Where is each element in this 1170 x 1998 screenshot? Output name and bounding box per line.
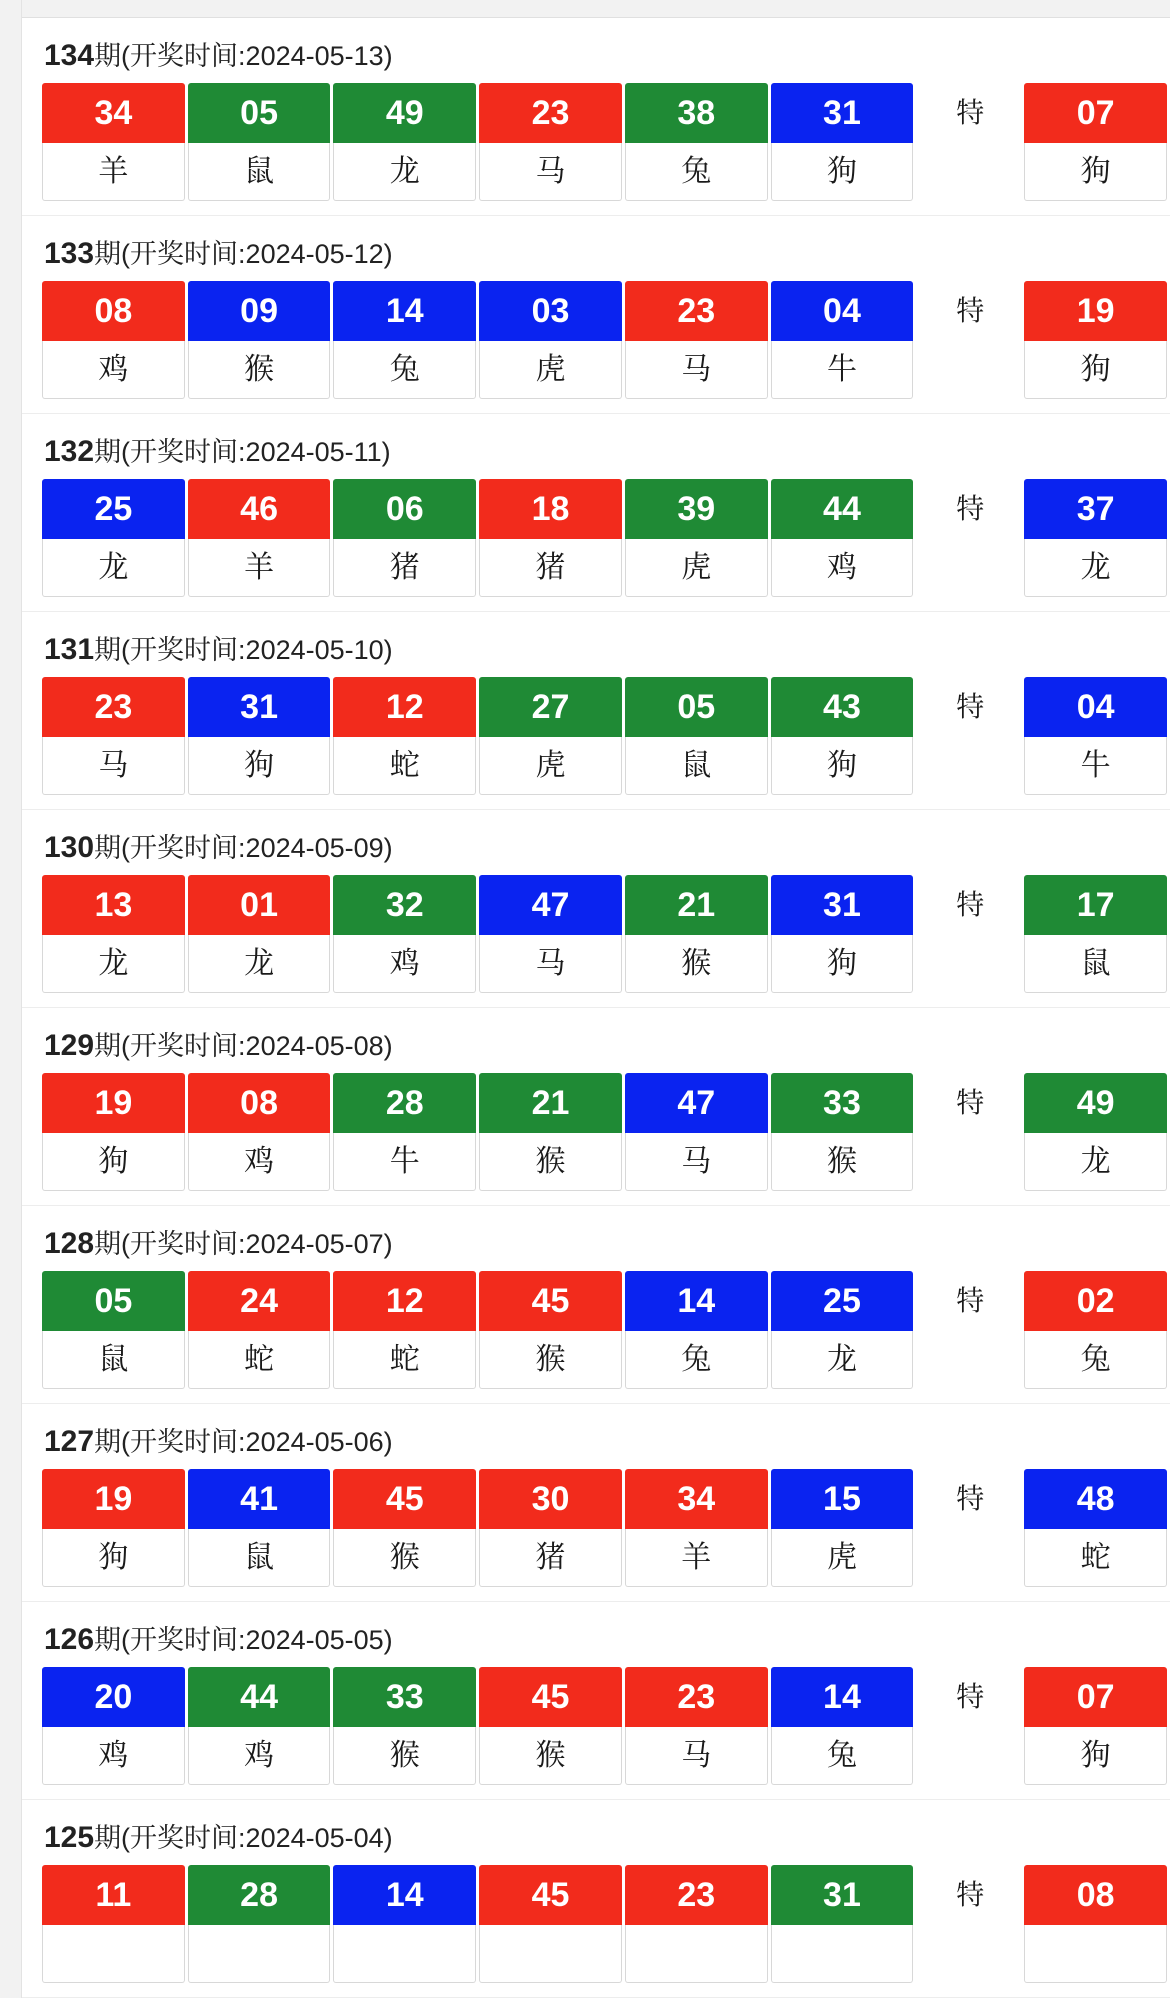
ball-zodiac: 鸡 [188,1727,331,1785]
ball-cell [333,479,476,597]
ball-number: 19 [42,1469,185,1529]
ball-number: 12 [333,1271,476,1331]
special-ball-label: 特 [956,1285,985,1316]
ball-number: 31 [771,875,914,935]
special-ball-number: 07 [1024,83,1167,143]
ball-number: 21 [625,875,768,935]
ball-cell [188,677,331,795]
ball-cell [42,875,185,993]
draw-date-text: 期(开奖时间:2024-05-10) [94,635,393,665]
draw-header [22,810,1170,875]
draw-issue-number: 134 [44,39,95,72]
ball-number: 08 [42,281,185,341]
ball-number: 45 [333,1469,476,1529]
ball-cell [333,1865,476,1983]
ball-number: 47 [625,1073,768,1133]
ball-number: 23 [625,1865,768,1925]
special-ball-cell [1024,1271,1167,1389]
ball-number: 20 [42,1667,185,1727]
ball-number: 44 [771,479,914,539]
ball-zodiac: 马 [479,935,622,993]
draw-block [22,414,1170,612]
ball-cell [42,479,185,597]
ball-cell [42,83,185,201]
draw-header [22,1404,1170,1469]
draw-header [22,612,1170,677]
ball-zodiac: 猪 [479,1529,622,1587]
draw-header [22,1206,1170,1271]
ball-zodiac: 蛇 [333,1331,476,1389]
special-ball-number: 02 [1024,1271,1167,1331]
ball-zodiac: 虎 [479,341,622,399]
ball-zodiac: 兔 [625,1331,768,1389]
ball-cell [771,479,914,597]
ball-number: 27 [479,677,622,737]
ball-cell [479,875,622,993]
ball-cell [333,1469,476,1587]
special-ball-zodiac: 牛 [1024,737,1167,795]
ball-zodiac: 猴 [333,1727,476,1785]
special-ball-number: 07 [1024,1667,1167,1727]
ball-number: 33 [333,1667,476,1727]
ball-zodiac: 狗 [188,737,331,795]
ball-cell [333,83,476,201]
ball-cell [188,1865,331,1983]
ball-zodiac: 鼠 [42,1331,185,1389]
draw-block [22,1800,1170,1998]
ball-number: 23 [625,1667,768,1727]
top-bar [22,0,1170,18]
draw-date-text: 期(开奖时间:2024-05-13) [94,41,393,71]
draw-header [22,414,1170,479]
ball-number: 43 [771,677,914,737]
ball-zodiac: 龙 [42,539,185,597]
draw-header [22,1008,1170,1073]
ball-zodiac: 兔 [625,143,768,201]
ball-number: 01 [188,875,331,935]
draw-issue-number: 127 [44,1425,95,1458]
special-ball-zodiac [1024,1925,1167,1983]
ball-number: 25 [42,479,185,539]
ball-number: 12 [333,677,476,737]
special-ball-label: 特 [956,1681,985,1712]
ball-number: 49 [333,83,476,143]
ball-number: 14 [333,1865,476,1925]
ball-cell [479,1667,622,1785]
ball-cell [333,1271,476,1389]
ball-zodiac: 猪 [333,539,476,597]
draw-date-text: 期(开奖时间:2024-05-08) [94,1031,393,1061]
ball-cell [771,875,914,993]
draw-block [22,18,1170,216]
draw-header [22,18,1170,83]
special-ball-label: 特 [956,97,985,128]
special-ball-label: 特 [956,1879,985,1910]
ball-number: 08 [188,1073,331,1133]
ball-cell [42,1667,185,1785]
ball-cell [42,677,185,795]
ball-cell [188,1271,331,1389]
special-ball-number: 19 [1024,281,1167,341]
draw-header [22,216,1170,281]
draw-issue-number: 125 [44,1821,95,1854]
ball-cell [333,1073,476,1191]
draw-block [22,1602,1170,1800]
special-ball-zodiac: 狗 [1024,341,1167,399]
ball-zodiac: 狗 [771,143,914,201]
ball-number: 14 [333,281,476,341]
ball-number: 28 [188,1865,331,1925]
ball-cell [333,281,476,399]
draw-date-text: 期(开奖时间:2024-05-11) [94,437,391,467]
special-ball-number: 17 [1024,875,1167,935]
special-ball-label: 特 [956,1087,985,1118]
special-ball-zodiac: 龙 [1024,1133,1167,1191]
ball-number: 31 [771,1865,914,1925]
ball-number: 33 [771,1073,914,1133]
ball-zodiac: 狗 [771,737,914,795]
ball-zodiac: 鼠 [188,143,331,201]
ball-cell [479,677,622,795]
ball-number: 31 [771,83,914,143]
ball-number: 24 [188,1271,331,1331]
ball-cell [479,281,622,399]
ball-number: 05 [188,83,331,143]
ball-cell [188,1667,331,1785]
ball-zodiac: 羊 [42,143,185,201]
ball-number: 18 [479,479,622,539]
draw-issue-number: 129 [44,1029,95,1062]
ball-zodiac: 羊 [625,1529,768,1587]
ball-cell [625,479,768,597]
balls-row [22,1073,1170,1191]
ball-cell [42,1865,185,1983]
ball-number: 05 [42,1271,185,1331]
ball-zodiac [188,1925,331,1983]
ball-zodiac: 龙 [42,935,185,993]
ball-cell [771,83,914,201]
ball-cell [188,1073,331,1191]
ball-number: 11 [42,1865,185,1925]
ball-zodiac: 鸡 [333,935,476,993]
ball-zodiac: 鸡 [771,539,914,597]
ball-cell [625,281,768,399]
ball-zodiac: 猴 [479,1331,622,1389]
ball-zodiac: 马 [625,1727,768,1785]
ball-cell [188,875,331,993]
ball-cell [479,1073,622,1191]
special-ball-label: 特 [956,295,985,326]
ball-zodiac: 猴 [479,1727,622,1785]
special-ball-cell [1024,1469,1167,1587]
ball-zodiac: 鼠 [625,737,768,795]
ball-zodiac: 兔 [771,1727,914,1785]
draw-date-text: 期(开奖时间:2024-05-06) [94,1427,393,1457]
ball-cell [333,677,476,795]
special-ball-zodiac: 鼠 [1024,935,1167,993]
ball-cell [771,677,914,795]
special-ball-label: 特 [956,691,985,722]
ball-zodiac: 猴 [188,341,331,399]
ball-zodiac: 猴 [333,1529,476,1587]
special-ball-zodiac: 蛇 [1024,1529,1167,1587]
ball-number: 21 [479,1073,622,1133]
ball-zodiac: 牛 [333,1133,476,1191]
ball-number: 45 [479,1271,622,1331]
special-ball-zodiac: 兔 [1024,1331,1167,1389]
ball-cell [333,1667,476,1785]
ball-number: 13 [42,875,185,935]
draw-issue-number: 131 [44,633,95,666]
ball-zodiac: 鸡 [188,1133,331,1191]
ball-cell [42,1271,185,1389]
special-ball-number: 08 [1024,1865,1167,1925]
ball-cell [625,677,768,795]
ball-zodiac [625,1925,768,1983]
ball-cell [625,875,768,993]
ball-number: 41 [188,1469,331,1529]
special-ball-cell [1024,1667,1167,1785]
special-ball-label: 特 [956,493,985,524]
special-ball-number: 48 [1024,1469,1167,1529]
special-ball-cell [1024,875,1167,993]
ball-cell [771,1667,914,1785]
ball-cell [479,1469,622,1587]
ball-cell [479,1271,622,1389]
ball-number: 23 [479,83,622,143]
ball-zodiac: 狗 [42,1133,185,1191]
draw-issue-number: 128 [44,1227,95,1260]
ball-zodiac: 兔 [333,341,476,399]
ball-zodiac: 蛇 [333,737,476,795]
draw-header [22,1602,1170,1667]
draw-issue-number: 133 [44,237,95,270]
special-ball-cell [1024,677,1167,795]
ball-zodiac: 龙 [333,143,476,201]
ball-number: 23 [625,281,768,341]
draw-header [22,1800,1170,1865]
ball-cell [771,1073,914,1191]
ball-number: 15 [771,1469,914,1529]
ball-zodiac: 马 [625,341,768,399]
ball-number: 14 [625,1271,768,1331]
ball-cell [333,875,476,993]
draw-block [22,216,1170,414]
ball-zodiac: 狗 [771,935,914,993]
ball-number: 23 [42,677,185,737]
draw-block [22,1008,1170,1206]
ball-cell [625,1073,768,1191]
ball-number: 14 [771,1667,914,1727]
ball-cell [42,281,185,399]
ball-number: 32 [333,875,476,935]
special-ball-cell [1024,1865,1167,1983]
ball-cell [479,1865,622,1983]
ball-number: 03 [479,281,622,341]
ball-cell [625,83,768,201]
ball-zodiac: 龙 [188,935,331,993]
balls-row [22,677,1170,795]
ball-number: 39 [625,479,768,539]
ball-number: 45 [479,1667,622,1727]
balls-row [22,1271,1170,1389]
ball-zodiac: 马 [42,737,185,795]
ball-zodiac: 鼠 [188,1529,331,1587]
special-ball-cell [1024,281,1167,399]
draw-date-text: 期(开奖时间:2024-05-05) [94,1625,393,1655]
ball-zodiac: 马 [625,1133,768,1191]
ball-zodiac [771,1925,914,1983]
ball-number: 04 [771,281,914,341]
ball-zodiac: 猪 [479,539,622,597]
ball-zodiac: 猴 [625,935,768,993]
draw-block [22,1206,1170,1404]
balls-row [22,875,1170,993]
ball-number: 25 [771,1271,914,1331]
ball-zodiac: 鸡 [42,341,185,399]
draw-block [22,612,1170,810]
ball-number: 30 [479,1469,622,1529]
ball-number: 31 [188,677,331,737]
ball-zodiac: 虎 [771,1529,914,1587]
special-ball-number: 04 [1024,677,1167,737]
ball-number: 28 [333,1073,476,1133]
ball-cell [625,1469,768,1587]
ball-cell [188,281,331,399]
ball-zodiac [42,1925,185,1983]
ball-number: 06 [333,479,476,539]
draw-issue-number: 130 [44,831,95,864]
ball-number: 34 [625,1469,768,1529]
balls-row [22,1667,1170,1785]
ball-number: 38 [625,83,768,143]
ball-cell [188,1469,331,1587]
ball-cell [188,83,331,201]
ball-number: 47 [479,875,622,935]
ball-zodiac: 羊 [188,539,331,597]
ball-cell [625,1865,768,1983]
draw-date-text: 期(开奖时间:2024-05-04) [94,1823,393,1853]
ball-number: 05 [625,677,768,737]
ball-number: 45 [479,1865,622,1925]
results-content [22,0,1170,1998]
ball-zodiac: 虎 [479,737,622,795]
draw-date-text: 期(开奖时间:2024-05-09) [94,833,393,863]
ball-cell [771,1271,914,1389]
draw-date-text: 期(开奖时间:2024-05-07) [94,1229,393,1259]
balls-row [22,83,1170,201]
ball-cell [479,83,622,201]
ball-zodiac: 鸡 [42,1727,185,1785]
ball-number: 46 [188,479,331,539]
special-ball-cell [1024,1073,1167,1191]
ball-cell [771,1469,914,1587]
ball-zodiac: 马 [479,143,622,201]
special-ball-number: 49 [1024,1073,1167,1133]
special-ball-number: 37 [1024,479,1167,539]
special-ball-label: 特 [956,889,985,920]
ball-cell [42,1469,185,1587]
special-ball-label: 特 [956,1483,985,1514]
ball-zodiac: 猴 [479,1133,622,1191]
special-ball-zodiac: 狗 [1024,143,1167,201]
ball-zodiac [333,1925,476,1983]
ball-zodiac: 牛 [771,341,914,399]
ball-zodiac [479,1925,622,1983]
draw-block [22,1404,1170,1602]
draw-list [22,18,1170,1998]
special-ball-zodiac: 龙 [1024,539,1167,597]
ball-cell [479,479,622,597]
ball-number: 44 [188,1667,331,1727]
draw-date-text: 期(开奖时间:2024-05-12) [94,239,393,269]
balls-row [22,281,1170,399]
special-ball-zodiac: 狗 [1024,1727,1167,1785]
ball-zodiac: 狗 [42,1529,185,1587]
ball-zodiac: 龙 [771,1331,914,1389]
left-edge-strip [0,0,22,1998]
special-ball-cell [1024,479,1167,597]
balls-row [22,1469,1170,1587]
ball-number: 19 [42,1073,185,1133]
ball-cell [188,479,331,597]
ball-zodiac: 蛇 [188,1331,331,1389]
draw-issue-number: 126 [44,1623,95,1656]
special-ball-cell [1024,83,1167,201]
ball-number: 09 [188,281,331,341]
ball-zodiac: 猴 [771,1133,914,1191]
ball-cell [771,281,914,399]
draw-issue-number: 132 [44,435,95,468]
ball-zodiac: 虎 [625,539,768,597]
ball-cell [771,1865,914,1983]
balls-row [22,479,1170,597]
draw-block [22,810,1170,1008]
ball-cell [625,1667,768,1785]
ball-number: 34 [42,83,185,143]
balls-row [22,1865,1170,1983]
ball-cell [42,1073,185,1191]
ball-cell [625,1271,768,1389]
